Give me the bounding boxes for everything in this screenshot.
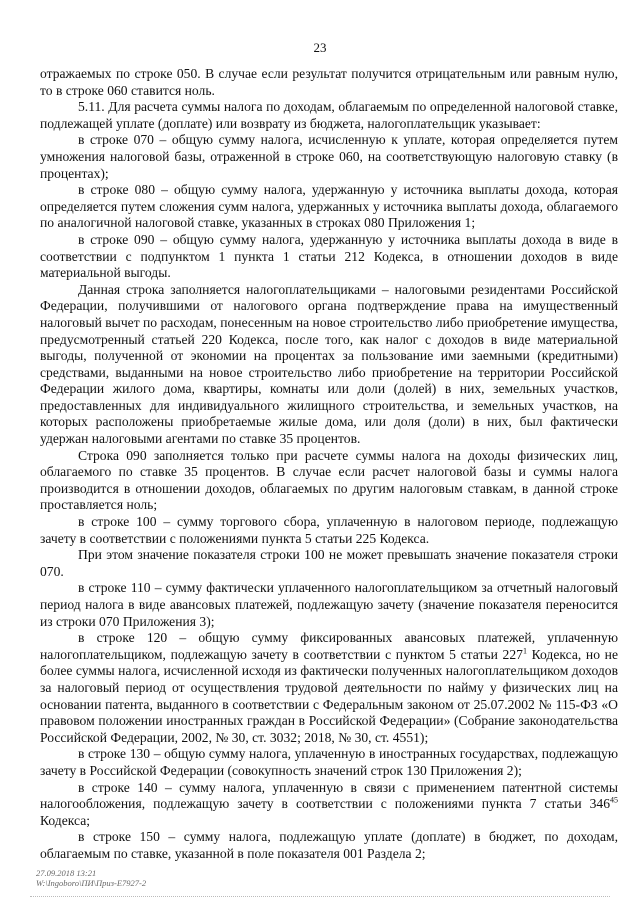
paragraph-text: в строке 140 – сумму налога, уплаченную в связи с применением патентной системы налогообложения, подлежащую зачету в соответствии с положениями пункта 7 статьи 346 <box>40 779 618 812</box>
paragraph <box>40 829 618 862</box>
paragraph <box>40 630 618 746</box>
paragraph <box>40 232 618 282</box>
paragraph-text: отражаемых по строке 050. В случае если результат получится отрицательным или равным нулю, то в строке 060 ставится ноль. <box>40 66 618 98</box>
paragraph-text: в строке 080 – общую сумму налога, удержанную у источника выплаты дохода, которая определяется путем сложения сумм налога, удержанных у источника выплаты дохода, облагаемого по аналогичной налоговой ставке, указанных в строках 080 Приложения 1; <box>40 182 618 231</box>
paragraph-text: в строке 100 – сумму торгового сбора, уплаченную в налоговом периоде, подлежащую зачету в соответствии с положениями пункта 5 статьи 225 Кодекса. <box>40 514 618 546</box>
paragraph-text: Данная строка заполняется налогоплательщиками – налоговыми резидентами Российской Федерации, получившими от налогового органа подтверждение права на имущественный налоговый вычет по расходам, понесенным на новое строительство либо приобретение имущества, предусмотренный статьей 220 Кодекса, после того, как налог с доходов в виде материальной выгоды, полученной от экономии на процентах за пользование ими заемными (кредитными) средствами, выданными на новое строительство либо приобретение на территории Российской Федерации жилого дома, квартиры, комнаты или доли (долей) в них, земельных участков, предоставленных для индивидуального жилищного строительства, и земельных участков, на которых расположены приобретаемые жилые дома, или доля (доли) в них, был фактически удержан налоговыми агентами по ставке 35 процентов. <box>40 281 618 447</box>
paragraph-text: 5.11. Для расчета суммы налога по доходам, облагаемым по определенной налоговой ставке, подлежащей уплате (доплате) или возврату из бюджета, налогоплательщик указывает: <box>40 99 618 131</box>
bottom-divider <box>30 896 610 897</box>
paragraph-text: в строке 130 – общую сумму налога, уплаченную в иностранных государствах, подлежащую зачету в Российской Федерации (совокупность значений строк 130 Приложения 2); <box>40 746 618 778</box>
paragraph <box>40 66 618 99</box>
paragraph-text: в строке 150 – сумму налога, подлежащую уплате (доплате) в бюджет, по доходам, облагаемым по ставке, указанной в поле показателя 001 Раздела 2; <box>40 829 618 861</box>
paragraph-text: в строке 110 – сумму фактически уплаченного налогоплательщиком за отчетный налоговый период налога в виде авансовых платежей, подлежащую зачету (значение показателя переносится из строки 070 Приложения 3); <box>40 580 618 629</box>
paragraph <box>40 746 618 779</box>
page-number: 23 <box>313 40 327 55</box>
paragraph <box>40 448 618 514</box>
paragraph-text: Кодекса, но не более суммы налога, исчисленной исходя из фактически полученных налогоплательщиком доходов за налоговый период от осуществления трудовой деятельности по найму у физических лиц на основании патента, выданного в соответствии с Федеральным законом от 25.07.2002 № 115-ФЗ «О правовом положении иностранных граждан в Российской Федерации» (Собрание законодательства Российской Федерации, 2002, № 30, ст. 3032; 2018, № 30, ст. 4551); <box>40 646 618 745</box>
footer-timestamp: 27.09.2018 13:21 <box>36 868 97 878</box>
paragraph <box>40 182 618 232</box>
footer-stamp <box>36 868 146 888</box>
footer-file-path: W:\Ingoboro\ПИ\Приз-Е7927-2 <box>36 878 147 888</box>
paragraph <box>40 132 618 182</box>
paragraph <box>40 547 618 580</box>
paragraph <box>40 282 618 448</box>
paragraph-text: Строка 090 заполняется только при расчете суммы налога на доходы физических лиц, облагаемого по ставке 35 процентов. В случае если расчет налоговой базы и суммы налога производится в отношении доходов, облагаемых по другим налоговым ставкам, в данной строке проставляется ноль; <box>40 447 618 513</box>
paragraph-text: в строке 120 – общую сумму фиксированных авансовых платежей, уплаченную налогоплательщиком, подлежащую зачету в соответствии с пунктом 5 статьи 227 <box>40 630 618 662</box>
paragraph <box>40 580 618 630</box>
body-text <box>40 66 618 863</box>
paragraph <box>40 99 618 132</box>
superscript-index: 1 <box>522 646 527 656</box>
superscript-index: 45 <box>610 795 618 805</box>
paragraph <box>40 514 618 547</box>
paragraph <box>40 780 618 830</box>
paragraph-text: При этом значение показателя строки 100 не может превышать значение показателя строки 070. <box>40 547 618 579</box>
paragraph-text: в строке 090 – общую сумму налога, удержанную у источника выплаты дохода в виде в соответствии с подпунктом 1 пункта 1 статьи 212 Кодекса, в отношении доходов в виде материальной выгоды. <box>40 231 618 281</box>
paragraph-text: в строке 070 – общую сумму налога, исчисленную к уплате, которая определяется путем умножения налоговой базы, отраженной в строке 060, на соответствующую налоговую ставку (в процентах); <box>40 132 618 181</box>
paragraph-text: Кодекса; <box>40 812 91 828</box>
